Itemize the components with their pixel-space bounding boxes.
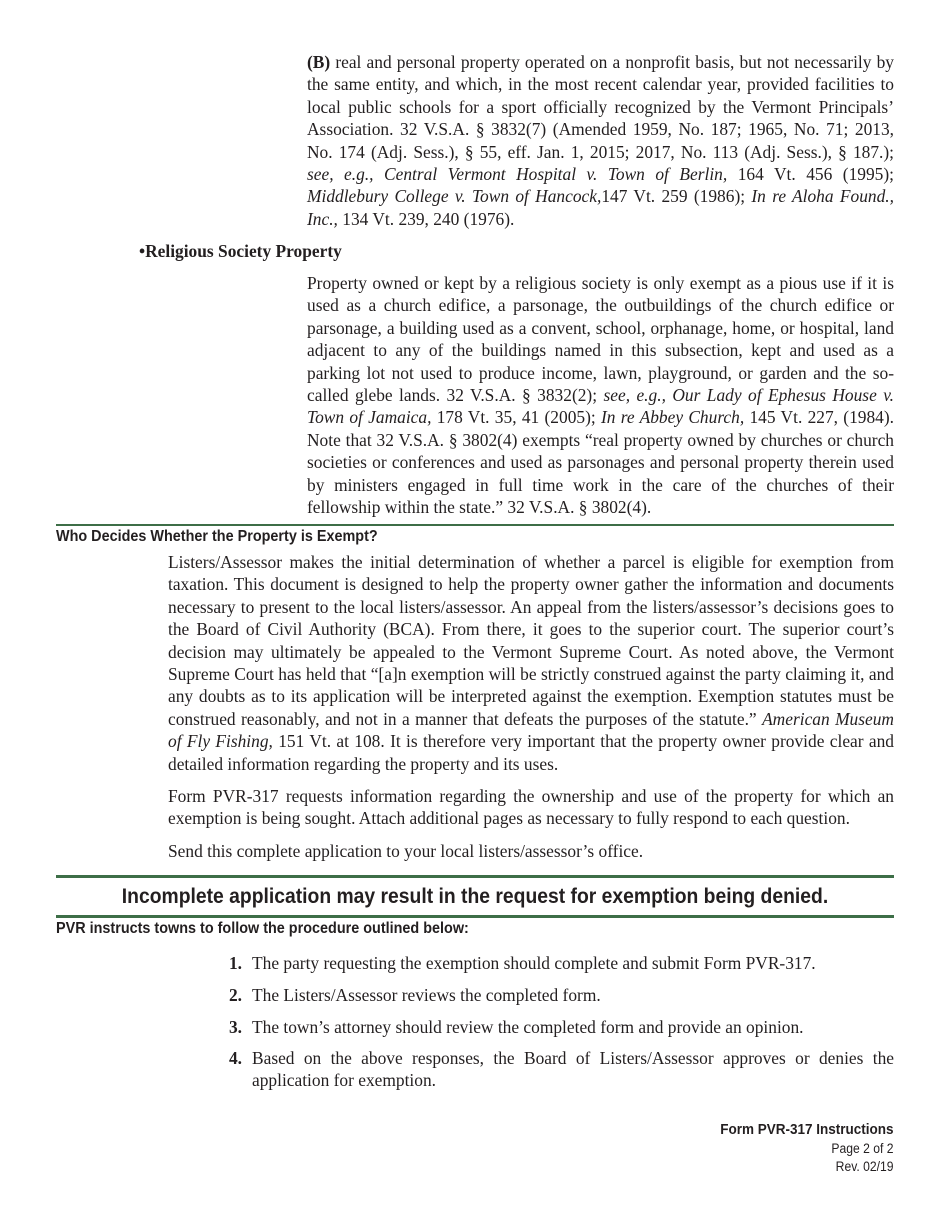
footer	[701, 1120, 894, 1176]
list-item	[222, 1016, 894, 1038]
who-decides-paragraph-3: Send this complete application to your local listers/assessor’s office.	[168, 840, 644, 861]
footer-revision: Rev. 02/19	[836, 1159, 894, 1174]
case-citation: see, e.g., Our Lady of Ephesus House v. Town of Jamaica,	[307, 385, 894, 428]
list-text: The town’s attorney should review the completed form and provide an opinion.	[252, 1017, 804, 1037]
procedure-heading: PVR instructs towns to follow the procedure outlined below:	[56, 920, 469, 937]
section-b-paragraph: (B) real and personal property operated on a nonprofit basis, but not necessarily by the same entity, and which, in the most recent calendar year, provided facilities to local public schools for a sport officially recognized by the Vermont Principals’ Association. 32 V.S.A. § 3832(7) (Amended 1959, No. 187; 1965, No. 71; 2013, No. 174 (Adj. Sess.), § 55, eff. Jan. 1, 2015; 2017, No. 113 (Adj. Sess.), § 187.); see, e.g., Central Vermont Hospital v. Town of Berlin, 164 Vt. 456 (1995); Middlebury College v. Town of Hancock,147 Vt. 259 (1986); In re Aloha Found., Inc., 134 Vt. 239, 240 (1976).	[307, 52, 894, 229]
who-decides-body	[168, 551, 894, 862]
case-citation: see, e.g., Central Vermont Hospital v. Town of Berlin,	[307, 164, 728, 185]
case-citation: In re Abbey Church,	[601, 407, 745, 428]
religious-heading: •Religious Society Property	[139, 241, 342, 261]
list-text: Based on the above responses, the Board of Listers/Assessor approves or denies the application for exemption.	[252, 1048, 894, 1091]
who-decides-paragraph-1: Listers/Assessor makes the initial determination of whether a parcel is eligible for exemption from taxation. This document is designed to help the property owner gather the information and documents necessary to present to the local listers/assessor. An appeal from the listers/assessor’s decisions goes to the Board of Civil Authority (BCA). From there, it goes to the superior court. The superior court’s decision may ultimately be appealed to the Vermont Supreme Court. As noted above, the Vermont Supreme Court has held that “[a]n exemption will be strictly construed against the party claiming it, and any doubts as to its application will be interpreted against the exemption. Exemption statutes must be construed reasonably, and not in a manner that defeats the purposes of the statute.” American Museum of Fly Fishing, 151 Vt. at 108. It is therefore very important that the property owner provide clear and detailed information regarding the property and its uses.	[168, 552, 894, 774]
footer-page-number: Page 2 of 2	[831, 1141, 894, 1156]
list-item	[222, 952, 894, 974]
case-citation: In re Aloha Found., Inc.,	[307, 186, 894, 229]
list-number: 3.	[228, 1017, 242, 1037]
warning-bottom-rule	[56, 915, 894, 918]
case-citation: American Museum of Fly Fishing,	[168, 708, 894, 752]
section-divider	[56, 524, 894, 526]
who-decides-paragraph-2: Form PVR-317 requests information regarding the ownership and use of the property for which an exemption is being sought. Attach additional pages as necessary to fully respond to each question.	[168, 786, 894, 829]
list-item	[222, 984, 894, 1006]
list-number: 1.	[228, 953, 242, 973]
list-text: The Listers/Assessor reviews the completed form.	[252, 985, 601, 1005]
who-decides-heading: Who Decides Whether the Property is Exempt?	[56, 528, 378, 545]
list-number: 4.	[228, 1048, 242, 1068]
religious-paragraph: Property owned or kept by a religious society is only exempt as a pious use if it is used as a church edifice, a parsonage, the outbuildings of the church edifice or parsonage, a building used as a convent, school, orphanage, home, or hospital, land adjacent to any of the buildings named in this subsection, kept and used as a parking lot not used to produce income, lawn, playground, or garden and the so-called glebe lands. 32 V.S.A. § 3832(2); see, e.g., Our Lady of Ephesus House v. Town of Jamaica, 178 Vt. 35, 41 (2005); In re Abbey Church, 145 Vt. 227, (1984). Note that 32 V.S.A. § 3802(4) exempts “real property owned by churches or church societies or conferences and used as parsonages and personal property therein used by ministers engaged in full time work in the care of the churches of their fellowship within the state.” 32 V.S.A. § 3802(4).	[307, 273, 895, 518]
list-number: 2.	[228, 985, 242, 1005]
warning-banner: Incomplete application may result in the request for exemption being denied.	[121, 885, 829, 908]
footer-form-title: Form PVR-317 Instructions	[720, 1121, 894, 1138]
section-b-label: (B)	[307, 52, 331, 72]
list-text: The party requesting the exemption should complete and submit Form PVR-317.	[252, 953, 816, 973]
list-item	[222, 1047, 894, 1092]
case-citation: Middlebury College v. Town of Hancock,	[307, 186, 602, 207]
warning-top-rule	[56, 875, 894, 878]
